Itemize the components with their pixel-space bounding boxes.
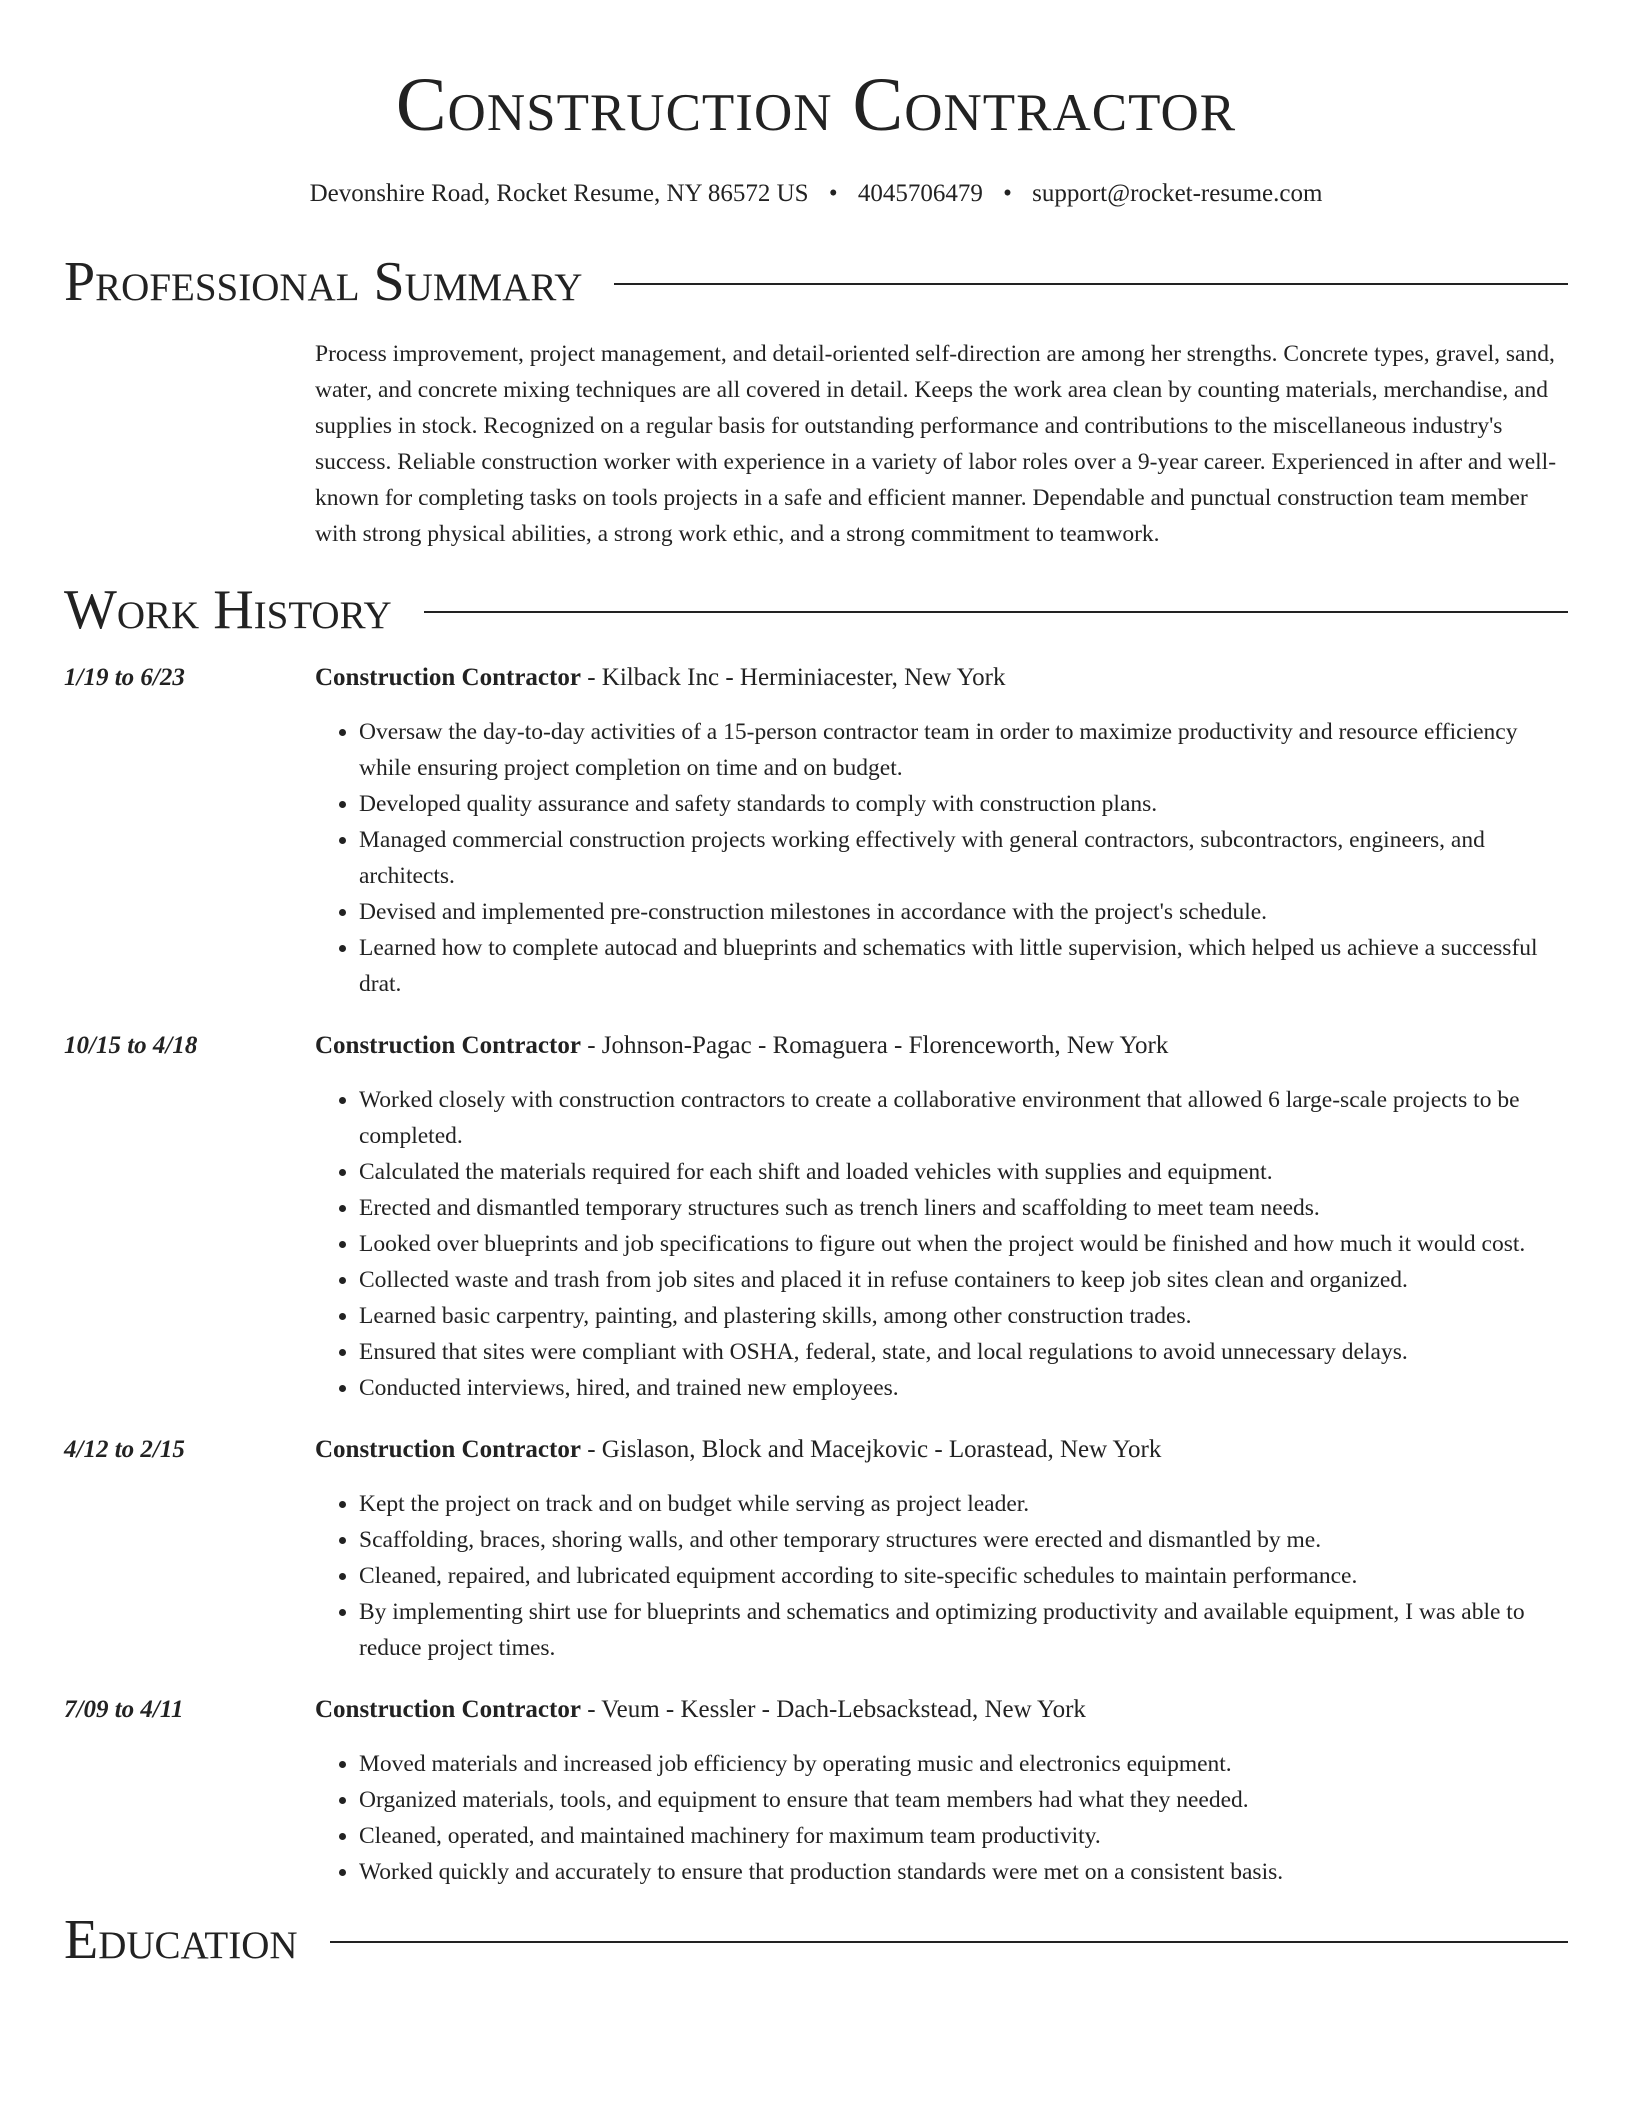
work-history-list <box>64 660 1568 1890</box>
contact-separator: • <box>828 180 838 207</box>
job-bullet: • Kept the project on track and on budget while serving as project leader. <box>359 1486 1568 1522</box>
job-bullet: • Looked over blueprints and job specifications to figure out when the project would be finished and how much it would cost. <box>359 1226 1568 1262</box>
education-section-header <box>64 1908 1568 1972</box>
job-entry <box>64 1692 1568 1890</box>
job-bullet-list <box>315 1082 1568 1406</box>
candidate-name: Construction Contractor <box>395 63 1237 147</box>
summary-section-header <box>64 250 1568 314</box>
job-employer-location: - Gislason, Block and Macejkovic - Lorastead, New York <box>580 1436 1162 1463</box>
job-bullet: • Organized materials, tools, and equipment to ensure that team members had what they needed. <box>359 1782 1568 1818</box>
job-title-line <box>315 1692 1086 1728</box>
job-title: Construction Contractor <box>315 664 581 691</box>
job-title-line <box>315 660 1006 696</box>
job-dates: 10/15 to 4/18 <box>64 1032 198 1059</box>
contact-phone: 4045706479 <box>857 180 983 207</box>
job-bullet: • Learned basic carpentry, painting, and plastering skills, among other construction trades. <box>359 1298 1568 1334</box>
job-entry <box>64 1028 1568 1406</box>
job-title: Construction Contractor <box>315 1032 581 1059</box>
job-employer-location: - Veum - Kessler - Dach-Lebsackstead, New York <box>580 1696 1086 1723</box>
job-employer-location: - Kilback Inc - Herminiacester, New York <box>580 664 1006 691</box>
work-heading: Work History <box>64 579 392 641</box>
job-bullet: • Devised and implemented pre-construction milestones in accordance with the project's schedule. <box>359 894 1568 930</box>
job-header <box>64 1432 1568 1468</box>
job-header <box>64 1028 1568 1064</box>
job-bullet: • Cleaned, repaired, and lubricated equipment according to site-specific schedules to maintain performance. <box>359 1558 1568 1594</box>
section-divider <box>424 611 1568 613</box>
job-bullet: • Learned how to complete autocad and blueprints and schematics with little supervision, which helped us achieve a successful drat. <box>359 930 1568 1002</box>
job-title: Construction Contractor <box>315 1436 581 1463</box>
section-divider <box>330 1941 1568 1943</box>
job-bullet-list <box>315 1746 1568 1890</box>
contact-line <box>64 178 1568 210</box>
job-bullet-list <box>315 1486 1568 1666</box>
job-bullet: • Ensured that sites were compliant with OSHA, federal, state, and local regulations to avoid unnecessary delays. <box>359 1334 1568 1370</box>
work-section-header <box>64 578 1568 642</box>
job-title-line <box>315 1028 1168 1064</box>
job-dates: 4/12 to 2/15 <box>64 1436 185 1463</box>
job-bullet: • Managed commercial construction projects working effectively with general contractors, subcontractors, engineers, and architects. <box>359 822 1568 894</box>
job-bullet: • Conducted interviews, hired, and trained new employees. <box>359 1370 1568 1406</box>
job-bullet: • Worked quickly and accurately to ensure that production standards were met on a consistent basis. <box>359 1854 1568 1890</box>
job-bullet: • Calculated the materials required for each shift and loaded vehicles with supplies and equipment. <box>359 1154 1568 1190</box>
job-dates: 1/19 to 6/23 <box>64 664 185 691</box>
job-bullet: • Moved materials and increased job efficiency by operating music and electronics equipment. <box>359 1746 1568 1782</box>
contact-email: support@rocket-resume.com <box>1032 180 1323 207</box>
job-entry <box>64 1432 1568 1666</box>
job-header <box>64 1692 1568 1728</box>
job-dates: 7/09 to 4/11 <box>64 1696 184 1723</box>
job-bullet: • Collected waste and trash from job sites and placed it in refuse containers to keep job sites clean and organized. <box>359 1262 1568 1298</box>
job-bullet: • Worked closely with construction contractors to create a collaborative environment that allowed 6 large-scale projects to be completed. <box>359 1082 1568 1154</box>
contact-address: Devonshire Road, Rocket Resume, NY 86572 US <box>309 180 809 207</box>
job-employer-location: - Johnson-Pagac - Romaguera - Florenceworth, New York <box>580 1032 1169 1059</box>
job-bullet-list <box>315 714 1568 1002</box>
job-title: Construction Contractor <box>315 1696 581 1723</box>
job-bullet: • Developed quality assurance and safety standards to comply with construction plans. <box>359 786 1568 822</box>
job-bullet: • By implementing shirt use for blueprints and schematics and optimizing productivity and available equipment, I was able to reduce project times. <box>359 1594 1568 1666</box>
contact-separator: • <box>1003 180 1012 207</box>
job-header <box>64 660 1568 696</box>
job-bullet: • Oversaw the day-to-day activities of a 15-person contractor team in order to maximize productivity and resource efficiency while ensuring project completion on time and on budget. <box>359 714 1568 786</box>
job-bullet: • Scaffolding, braces, shoring walls, and other temporary structures were erected and dismantled by me. <box>359 1522 1568 1558</box>
section-divider <box>614 283 1568 285</box>
education-heading: Education <box>64 1909 298 1971</box>
job-bullet: • Cleaned, operated, and maintained machinery for maximum team productivity. <box>359 1818 1568 1854</box>
job-title-line <box>315 1432 1161 1468</box>
job-entry <box>64 660 1568 1002</box>
summary-heading: Professional Summary <box>64 251 583 313</box>
job-bullet: • Erected and dismantled temporary structures such as trench liners and scaffolding to meet team needs. <box>359 1190 1568 1226</box>
summary-text: Process improvement, project management, and detail-oriented self-direction are among her strengths. Concrete types, gravel, sand, water, and concrete mixing techniques are all covered in detail. Keeps the work area clean by counting materials, merchandise, and supplies in stock. Recognized on a regular basis for outstanding performance and contributions to the miscellaneous industry's success. Reliable construction worker with experience in a variety of labor roles over a 9-year career. Experienced in after and well-known for completing tasks on tools projects in a safe and efficient manner. Dependable and punctual construction team member with strong physical abilities, a strong work ethic, and a strong commitment to teamwork. <box>315 341 1557 547</box>
